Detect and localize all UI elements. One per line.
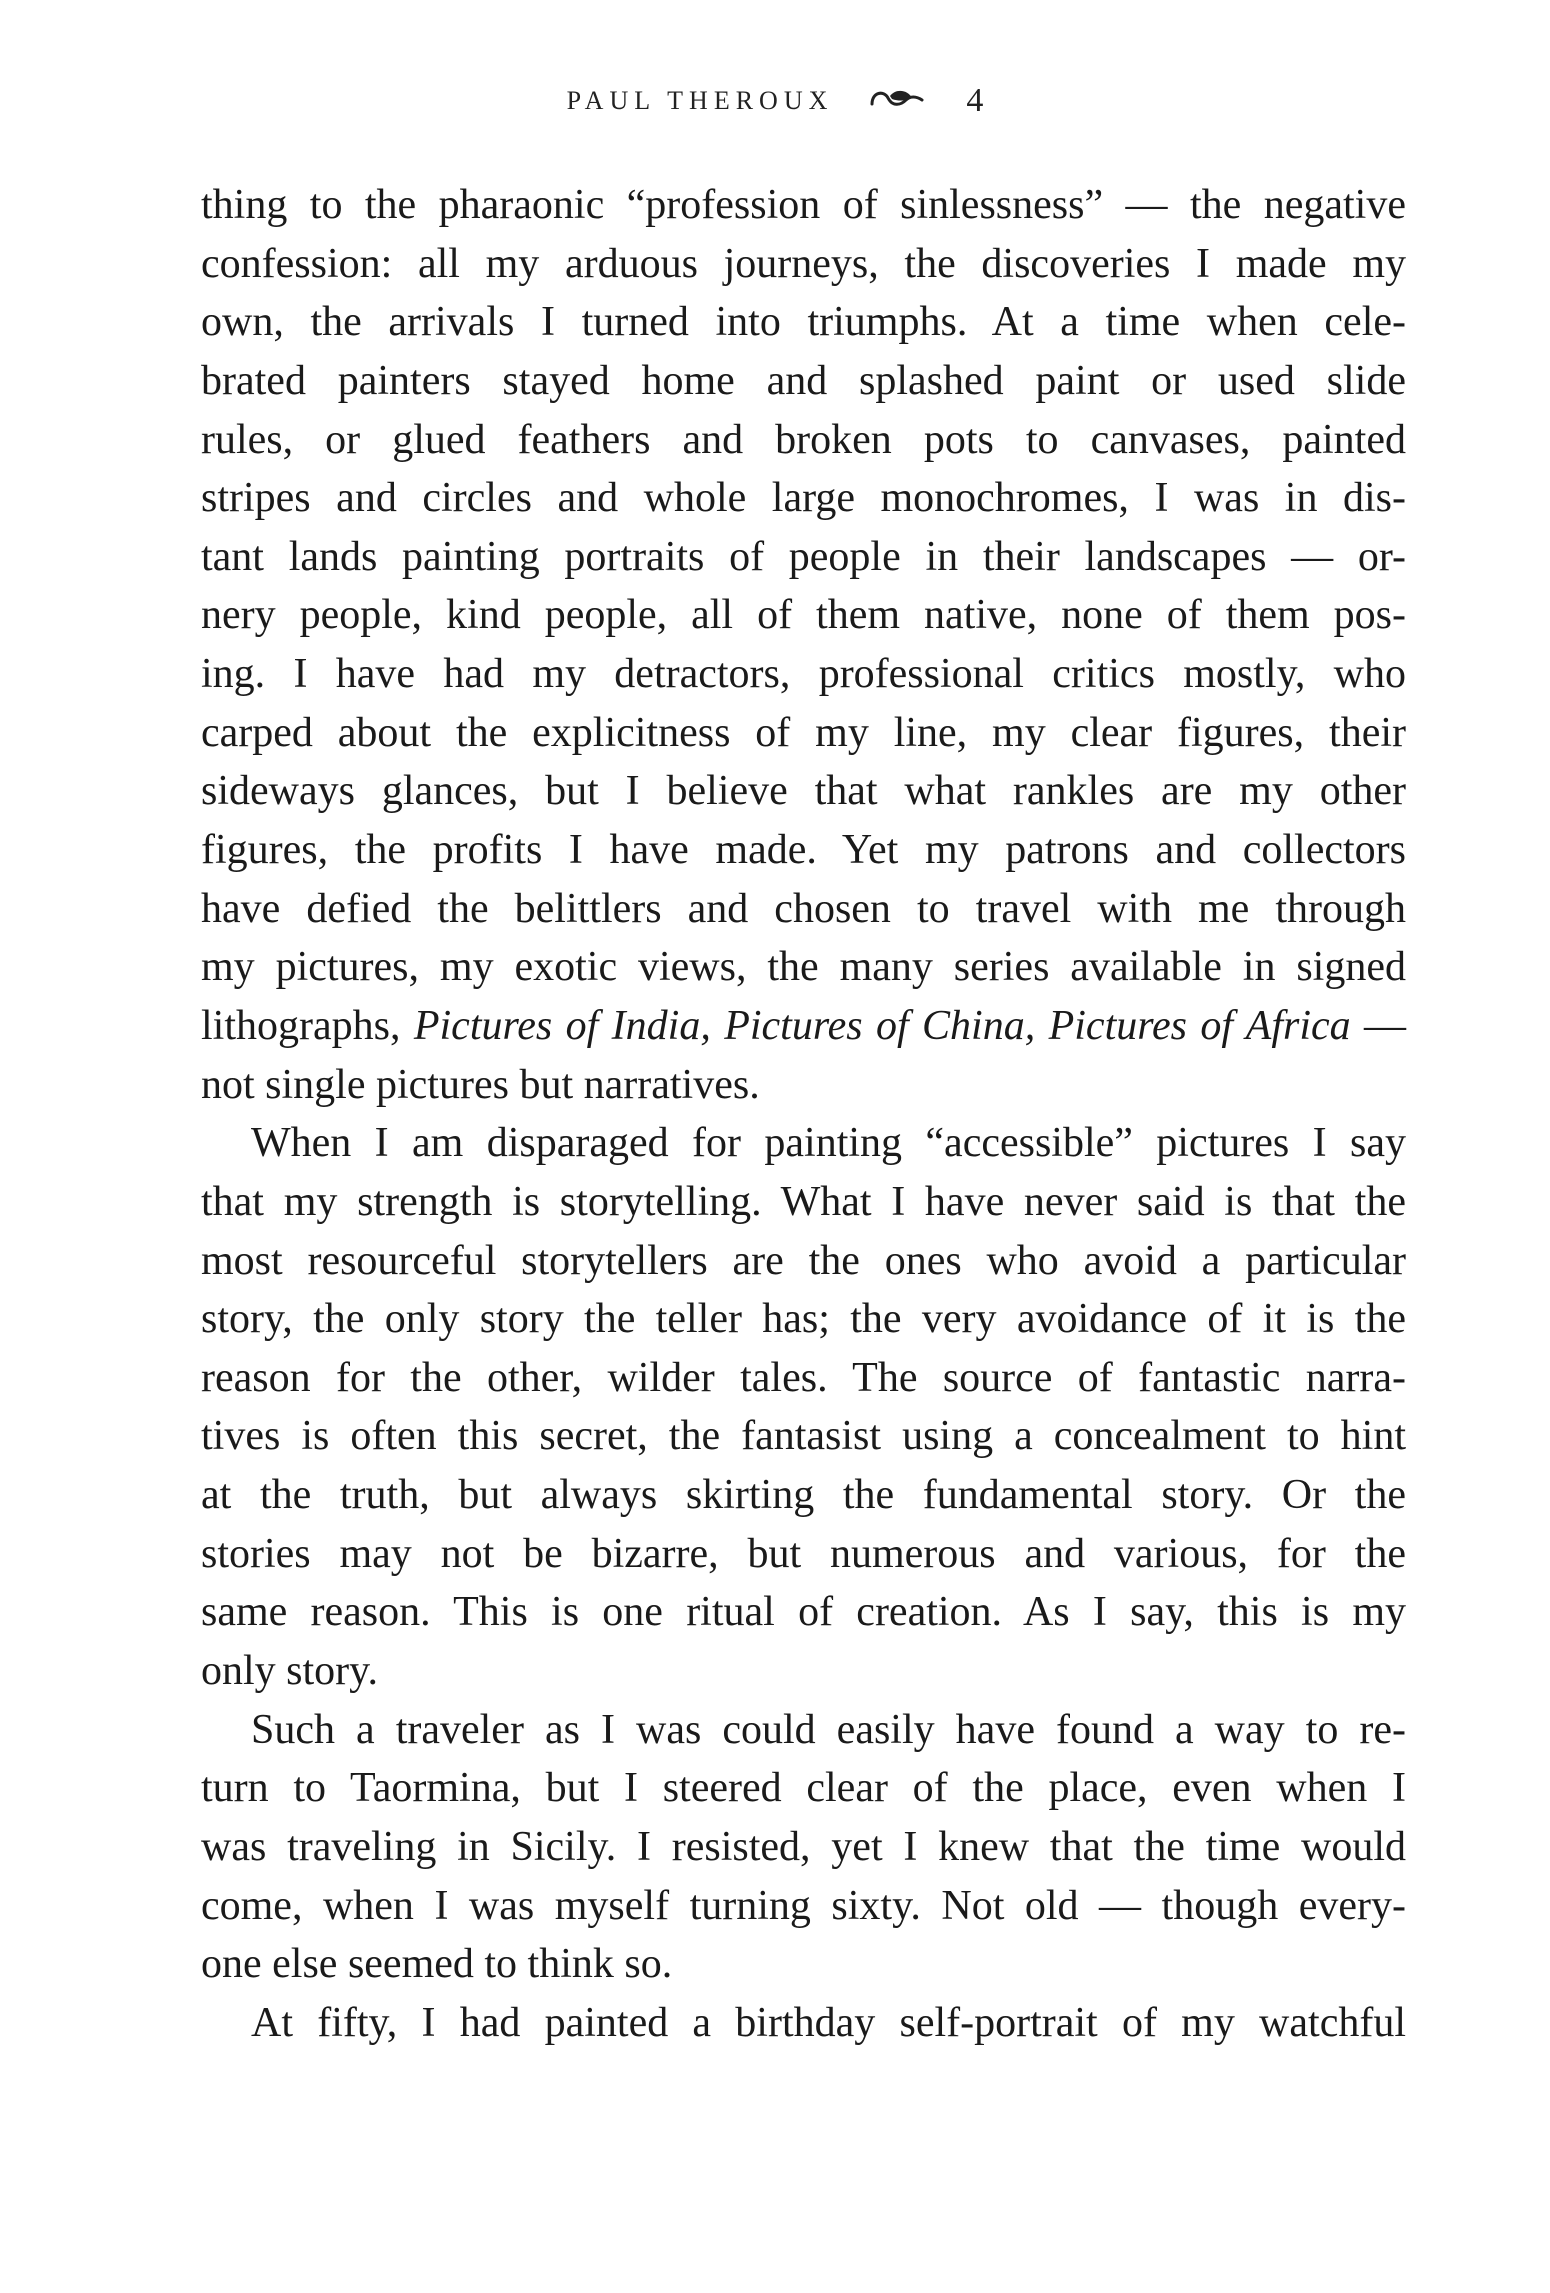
text-line: At fifty, I had painted a birthday self-portrait of my watchful [251, 1999, 1406, 2046]
text-line: carped about the explicitness of my line, my clear figures, their [201, 709, 1406, 756]
line-suffix: — [1350, 1002, 1407, 1049]
text-line: that my strength is storytelling. What I have never said is that the [201, 1178, 1406, 1225]
text-line: confession: all my arduous journeys, the discoveries I made my [201, 240, 1406, 287]
text-line: reason for the other, wilder tales. The source of fantastic narra- [201, 1354, 1406, 1401]
text-line: sideways glances, but I believe that what rankles are my other [201, 768, 1406, 815]
text-line: tives is often this secret, the fantasist using a concealment to hint [201, 1413, 1406, 1460]
swash-ornament-icon [868, 86, 926, 117]
title-pictures-of-india: Pictures of India, [413, 1002, 711, 1049]
text-line: not single pictures but narratives. [201, 1061, 760, 1108]
text-line: story, the only story the teller has; the very avoidance of it is the [201, 1296, 1406, 1343]
text-line: stripes and circles and whole large monochromes, I was in dis- [201, 475, 1406, 522]
text-line: come, when I was myself turning sixty. Not old — though every- [201, 1882, 1406, 1929]
text-line: same reason. This is one ritual of creation. As I say, this is my [201, 1589, 1406, 1636]
title-pictures-of-china: Pictures of China, [724, 1002, 1036, 1049]
text-line: most resourceful storytellers are the ones who avoid a particular [201, 1237, 1406, 1284]
text-line: When I am disparaged for painting “accessible” pictures I say [251, 1120, 1406, 1167]
text-line: brated painters stayed home and splashed paint or used slide [201, 357, 1406, 404]
page-number: 4 [966, 82, 984, 119]
text-line: was traveling in Sicily. I resisted, yet I knew that the time would [201, 1823, 1406, 1870]
text-line: turn to Taormina, but I steered clear of the place, even when I [201, 1765, 1406, 1812]
text-line: rules, or glued feathers and broken pots to canvases, painted [201, 416, 1406, 463]
text-line: thing to the pharaonic “profession of sinlessness” — the negative [201, 182, 1406, 228]
line-prefix: lithographs, [201, 1002, 414, 1049]
text-line: nery people, kind people, all of them native, none of them pos- [201, 592, 1406, 639]
body-text [201, 176, 1406, 2053]
text-line: tant lands painting portraits of people in their landscapes — or- [201, 533, 1406, 580]
text-line: my pictures, my exotic views, the many series available in signed [201, 944, 1406, 991]
text-line: figures, the profits I have made. Yet my patrons and collectors [201, 827, 1406, 874]
running-head-author: PAUL THEROUX [566, 86, 834, 115]
text-line: stories may not be bizarre, but numerous and various, for the [201, 1530, 1406, 1577]
text-line-with-titles [201, 997, 1406, 1056]
text-line: at the truth, but always skirting the fundamental story. Or the [201, 1472, 1406, 1519]
text-line: ing. I have had my detractors, professional critics mostly, who [201, 651, 1406, 698]
title-pictures-of-africa: Pictures of Africa [1048, 1002, 1351, 1049]
running-head [0, 82, 1550, 120]
text-line: one else seemed to think so. [201, 1941, 673, 1988]
text-line: only story. [201, 1648, 378, 1695]
text-line: Such a traveler as I was could easily have found a way to re- [251, 1706, 1406, 1753]
text-line: have defied the belittlers and chosen to travel with me through [201, 885, 1406, 932]
text-line: own, the arrivals I turned into triumphs. At a time when cele- [201, 299, 1406, 346]
